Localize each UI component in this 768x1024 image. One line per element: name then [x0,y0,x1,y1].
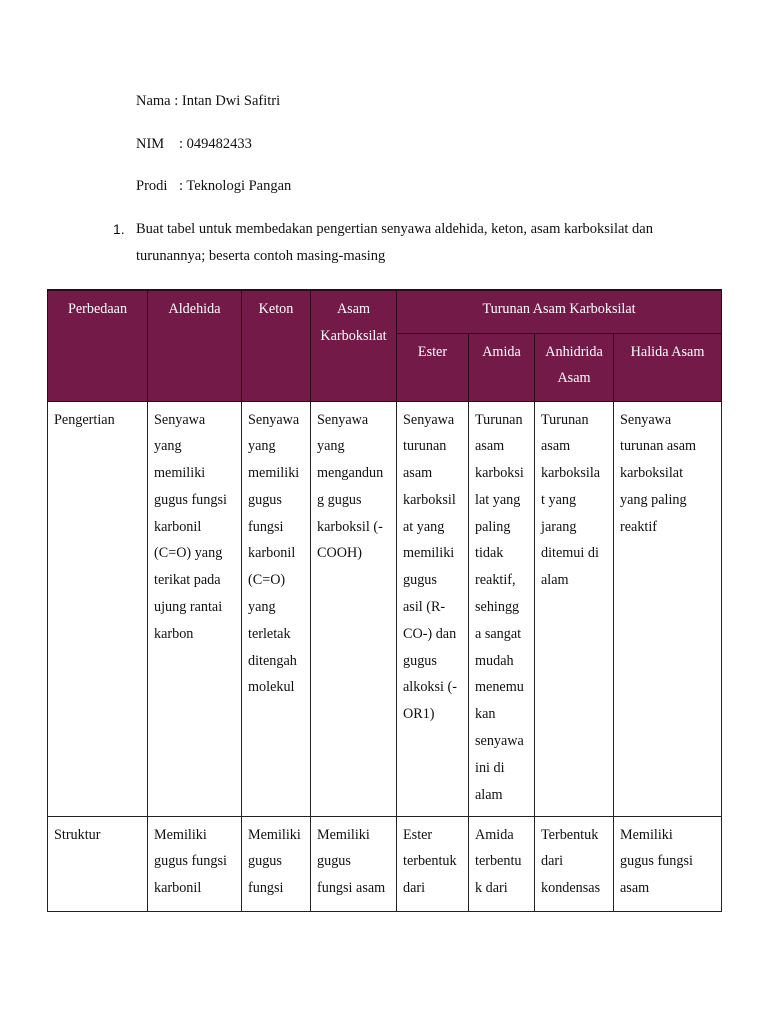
header-turunan-asam-karboksilat: Turunan Asam Karboksilat [397,290,722,333]
header-perbedaan: Perbedaan [48,290,148,401]
table-row [48,401,722,816]
table-row [48,816,722,911]
cell-ester: Ester terbentuk dari [397,816,469,911]
cell-aldehida: Memiliki gugus fungsi karbonil [148,816,242,911]
header-amida: Amida [469,333,535,401]
question-number: 1. [113,221,125,237]
nim-label: NIM [136,136,165,152]
student-name: Nama : Intan Dwi Safitri [136,93,281,109]
cell-halida-asam: Senyawa turunan asam karboksilat yang paling reaktif [614,401,722,816]
cell-keton: Memiliki gugus fungsi [242,816,311,911]
header-ester: Ester [397,333,469,401]
header-halida-asam: Halida Asam [614,333,722,401]
header-aldehida: Aldehida [148,290,242,401]
comparison-table [47,289,722,912]
cell-ester: Senyawa turunan asam karboksil at yang memiliki gugus asil (R- CO-) dan gugus alkoksi (- OR1) [397,401,469,816]
cell-anhidrida-asam: Terbentuk dari kondensas [535,816,614,911]
cell-amida: Turunan asam karboksi lat yang paling tidak reaktif, sehingg a sangat mudah menemu kan senyawa ini di alam [469,401,535,816]
header-anhidrida-asam: Anhidrida Asam [535,333,614,401]
row-label-pengertian: Pengertian [48,401,148,816]
question-line-1: Buat tabel untuk membedakan pengertian senyawa aldehida, keton, asam karboksilat dan [136,221,653,237]
row-label-struktur: Struktur [48,816,148,911]
cell-anhidrida-asam: Turunan asam karboksila t yang jarang ditemui di alam [535,401,614,816]
cell-asam-karboksilat: Memiliki gugus fungsi asam [311,816,397,911]
prodi-value: : Teknologi Pangan [179,178,292,194]
nim-value: : 049482433 [179,136,252,152]
cell-keton: Senyawa yang memiliki gugus fungsi karbonil (C=O) yang terletak ditengah molekul [242,401,311,816]
prodi-label: Prodi [136,178,168,194]
cell-aldehida: Senyawa yang memiliki gugus fungsi karbonil (C=O) yang terikat pada ujung rantai karbon [148,401,242,816]
question-line-2: turunannya; beserta contoh masing-masing [136,248,386,264]
header-asam-karboksilat: Asam Karboksilat [311,290,397,401]
cell-asam-karboksilat: Senyawa yang mengandun g gugus karboksil (- COOH) [311,401,397,816]
header-keton: Keton [242,290,311,401]
cell-halida-asam: Memiliki gugus fungsi asam [614,816,722,911]
cell-amida: Amida terbentu k dari [469,816,535,911]
